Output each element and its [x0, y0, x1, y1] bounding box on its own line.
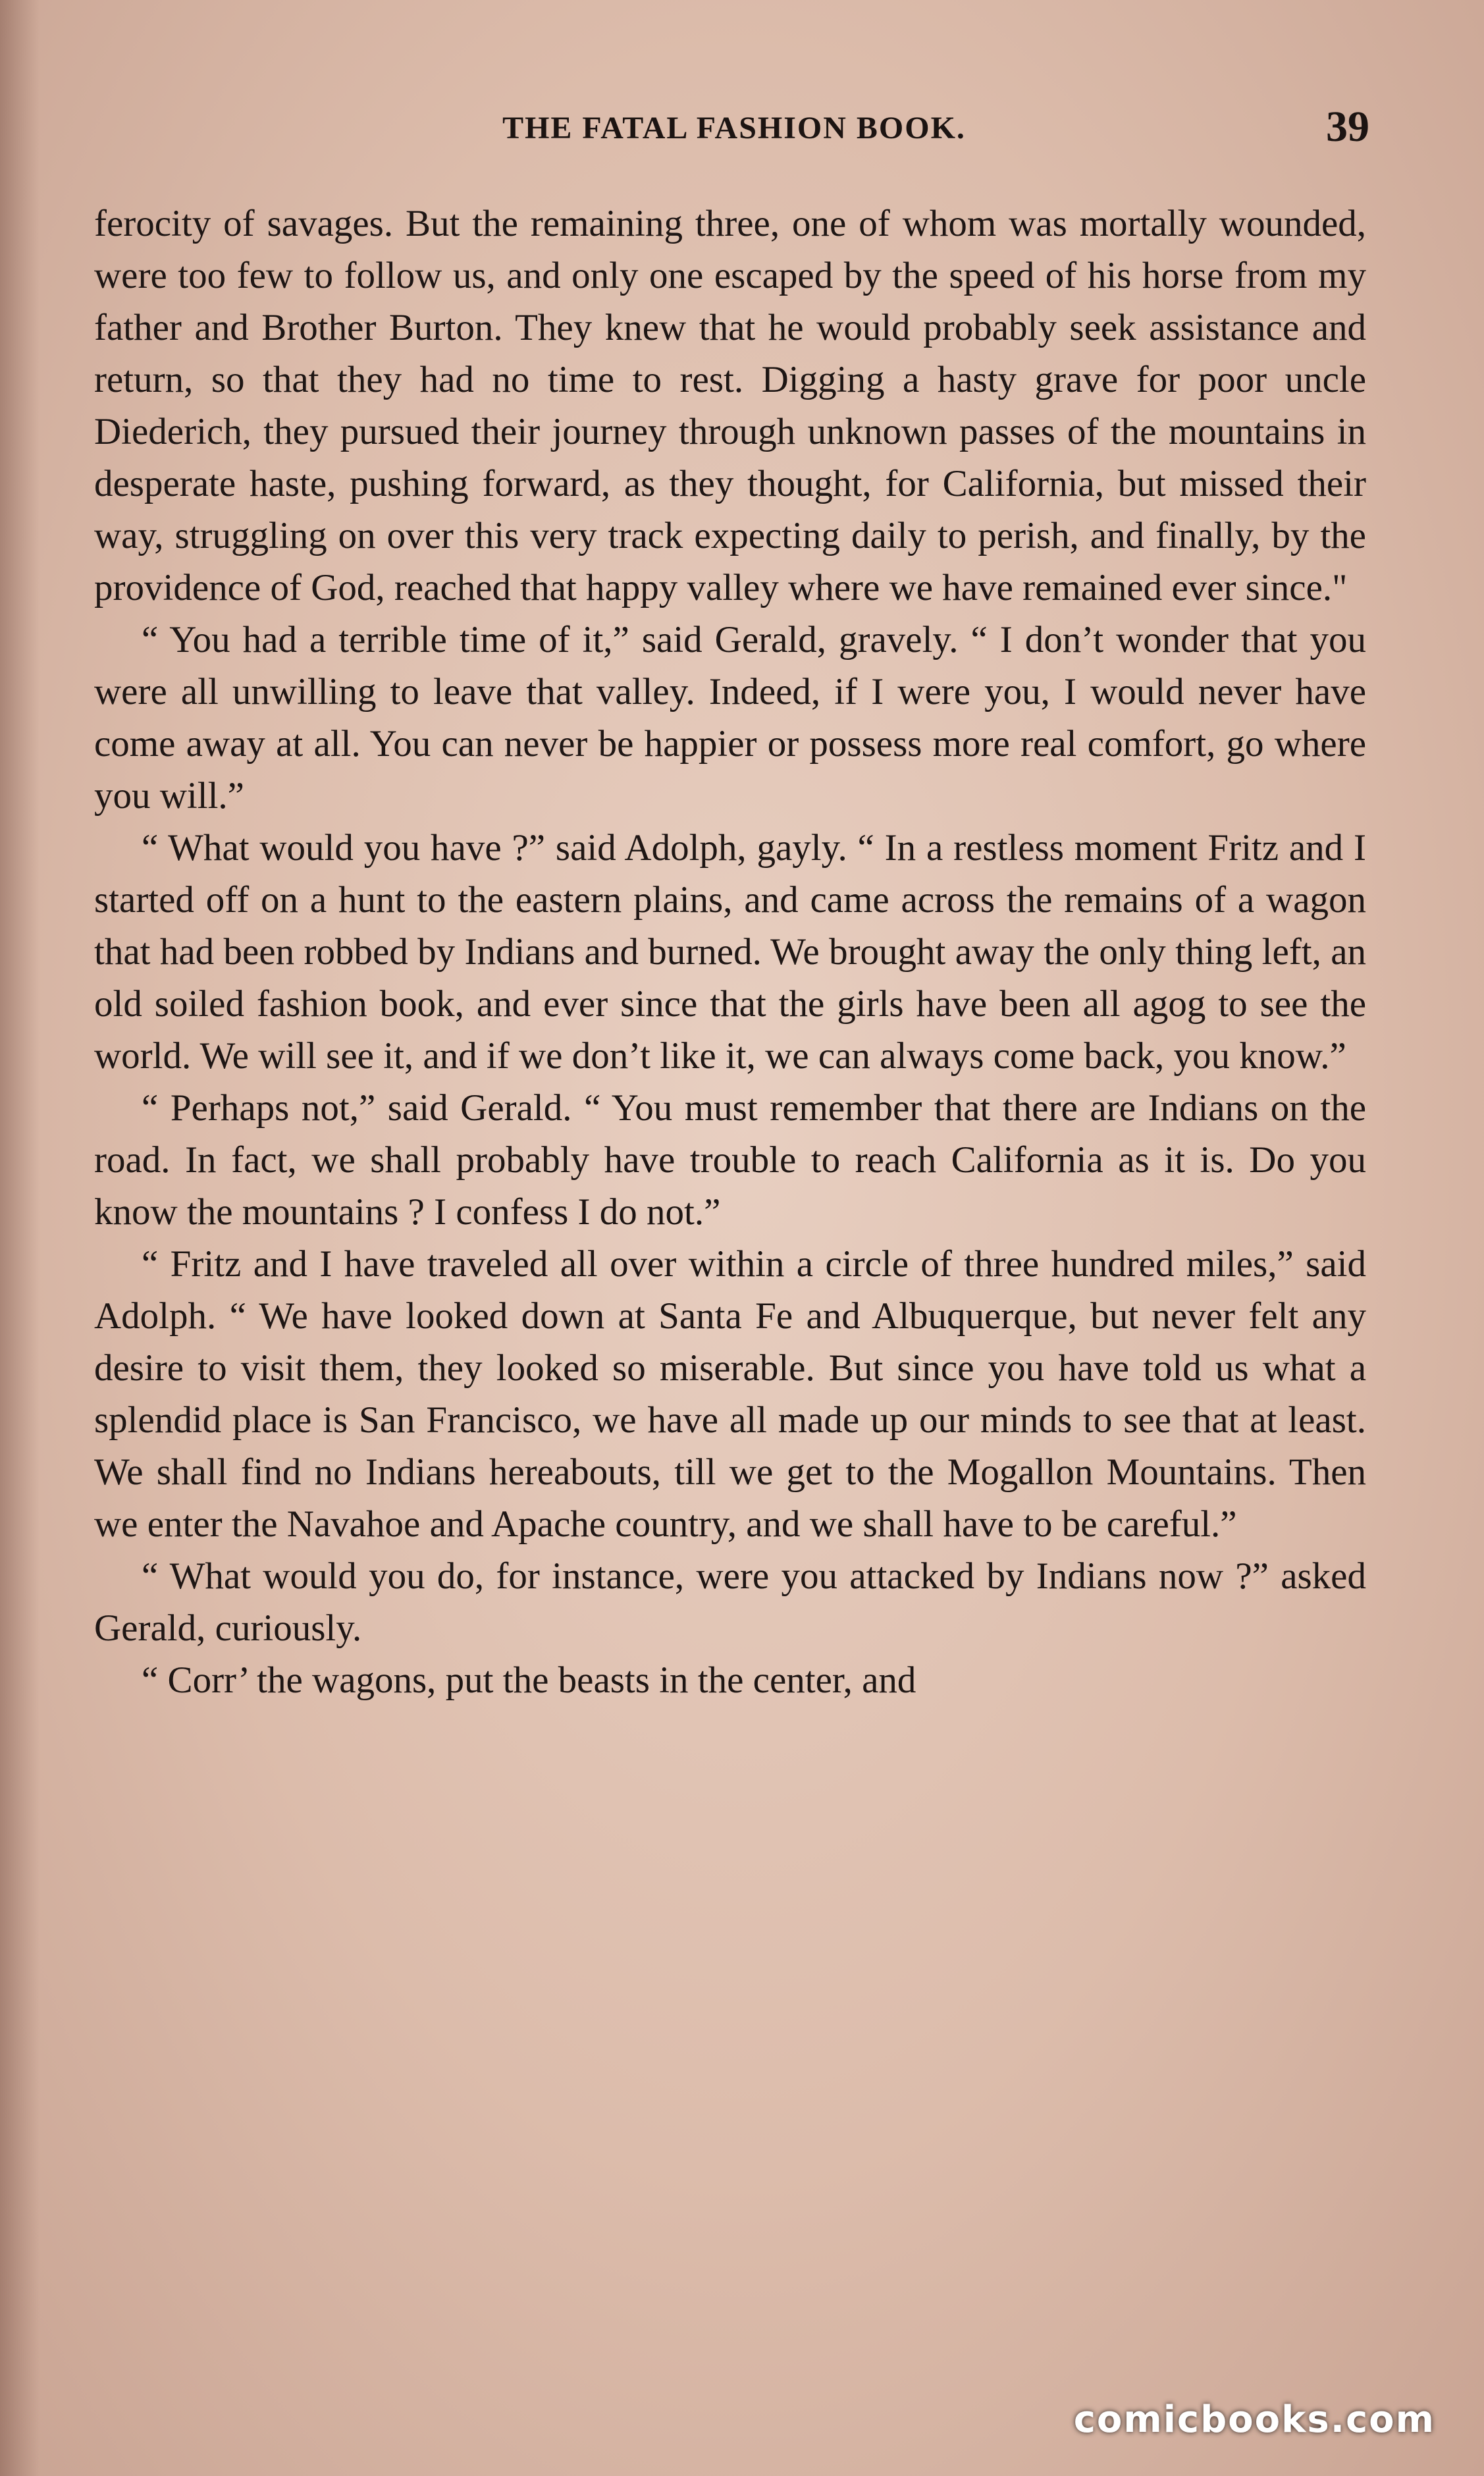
- paragraph: “ What would you do, for instance, were you attacked by Indians now ?” asked Gerald, curiously.: [94, 1555, 1366, 1649]
- body-text: [94, 198, 1366, 1706]
- running-head: [99, 102, 1369, 155]
- page-number: 39: [1326, 103, 1369, 151]
- site-watermark: comicbooks.com: [1073, 2398, 1435, 2441]
- page-edge-shadow: [0, 0, 40, 2476]
- paragraph: “ What would you have ?” said Adolph, gayly. “ In a restless moment Fritz and I started off on a hunt to the eastern plains, and came across the remains of a wagon that had been robbed by Indians and burned. We brought away the only thing left, an old soiled fashion book, and ever since that the girls have been all agog to see the world. We will see it, and if we don’t like it, we can always come back, you know.”: [94, 827, 1366, 1077]
- paragraph: “ Corr’ the wagons, put the beasts in the center, and: [142, 1659, 916, 1701]
- paragraph: “ Fritz and I have traveled all over within a circle of three hundred miles,” said Adolph. “ We have looked down at Santa Fe and Albuquerque, but never felt any desire to visit them, they looked so miserable. But since you have told us what a splendid place is San Francisco, we have all made up our minds to see that at least. We shall find no Indians hereabouts, till we get to the Mogallon Mountains. Then we enter the Navahoe and Apache country, and we shall have to be careful.”: [94, 1243, 1366, 1545]
- paragraph: “ Perhaps not,” said Gerald. “ You must remember that there are Indians on the road. In fact, we shall probably have trouble to reach California as it is. Do you know the mountains ? I confess I do not.”: [94, 1087, 1366, 1233]
- paragraph: ferocity of savages. But the remaining three, one of whom was mortally wounded, were too few to follow us, and only one escaped by the speed of his horse from my father and Brother Burton. They knew that he would probably seek assistance and return, so that they had no time to rest. Digging a hasty grave for poor uncle Diederich, they pursued their journey through unknown passes of the mountains in desperate haste, pushing forward, as they thought, for California, but missed their way, struggling on over this very track expecting daily to perish, and finally, by the providence of God, reached that happy valley where we have remained ever since.": [94, 203, 1366, 608]
- paragraph: “ You had a terrible time of it,” said Gerald, gravely. “ I don’t wonder that you were all unwilling to leave that valley. Indeed, if I were you, I would never have come away at all. You can never be happier or possess more real comfort, go where you will.”: [94, 619, 1366, 817]
- running-title: THE FATAL FASHION BOOK.: [502, 111, 966, 146]
